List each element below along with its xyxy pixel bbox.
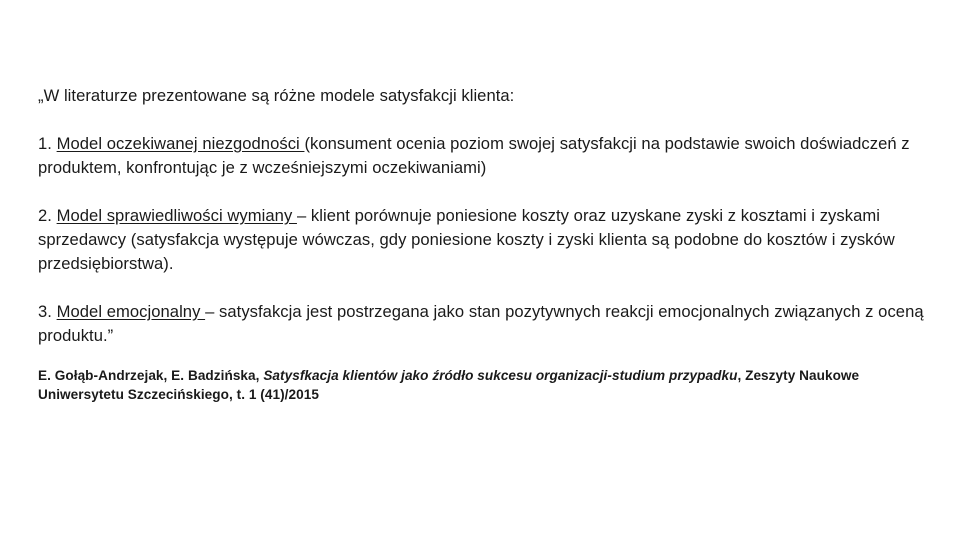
citation-authors: E. Gołąb-Andrzejak, E. Badzińska, [38, 368, 264, 383]
slide-content [38, 84, 928, 404]
item-number: 2. [38, 206, 57, 225]
citation-source: , Zeszyty Naukowe Uniwersytetu Szczecińskiego, t. 1 (41)/2015 [38, 368, 860, 402]
model-name: Model oczekiwanej niezgodności [56, 134, 305, 153]
item-number: 1. [38, 134, 57, 153]
item-number: 3. [38, 302, 57, 321]
model-description: – satysfakcja jest postrzegana jako stan pozytywnych reakcji emocjonalnych związanych z oceną produktu.” [38, 302, 924, 345]
model-description: – klient porównuje poniesione koszty oraz uzyskane zyski z kosztami i zyskami sprzedawcy (satysfakcja występuje wówczas, gdy poniesione koszty i zyski klienta są podobne do kosztów i zysków przedsiębiorstwa). [38, 206, 895, 273]
model-name: Model sprawiedliwości wymiany [56, 206, 297, 225]
model-item-1 [38, 132, 928, 180]
model-description: (konsument ocenia poziom swojej satysfakcji na podstawie swoich doświadczeń z produktem, konfrontując je z wcześniejszymi oczekiwaniami) [38, 134, 910, 177]
citation-title: Satysfkacja klientów jako źródło sukcesu organizacji-studium przypadku [263, 368, 738, 383]
citation [38, 366, 928, 404]
model-item-2 [38, 204, 928, 276]
intro-text: „W literaturze prezentowane są różne modele satysfakcji klienta: [38, 86, 515, 105]
model-item-3 [38, 300, 928, 348]
model-name: Model emocjonalny [56, 302, 206, 321]
